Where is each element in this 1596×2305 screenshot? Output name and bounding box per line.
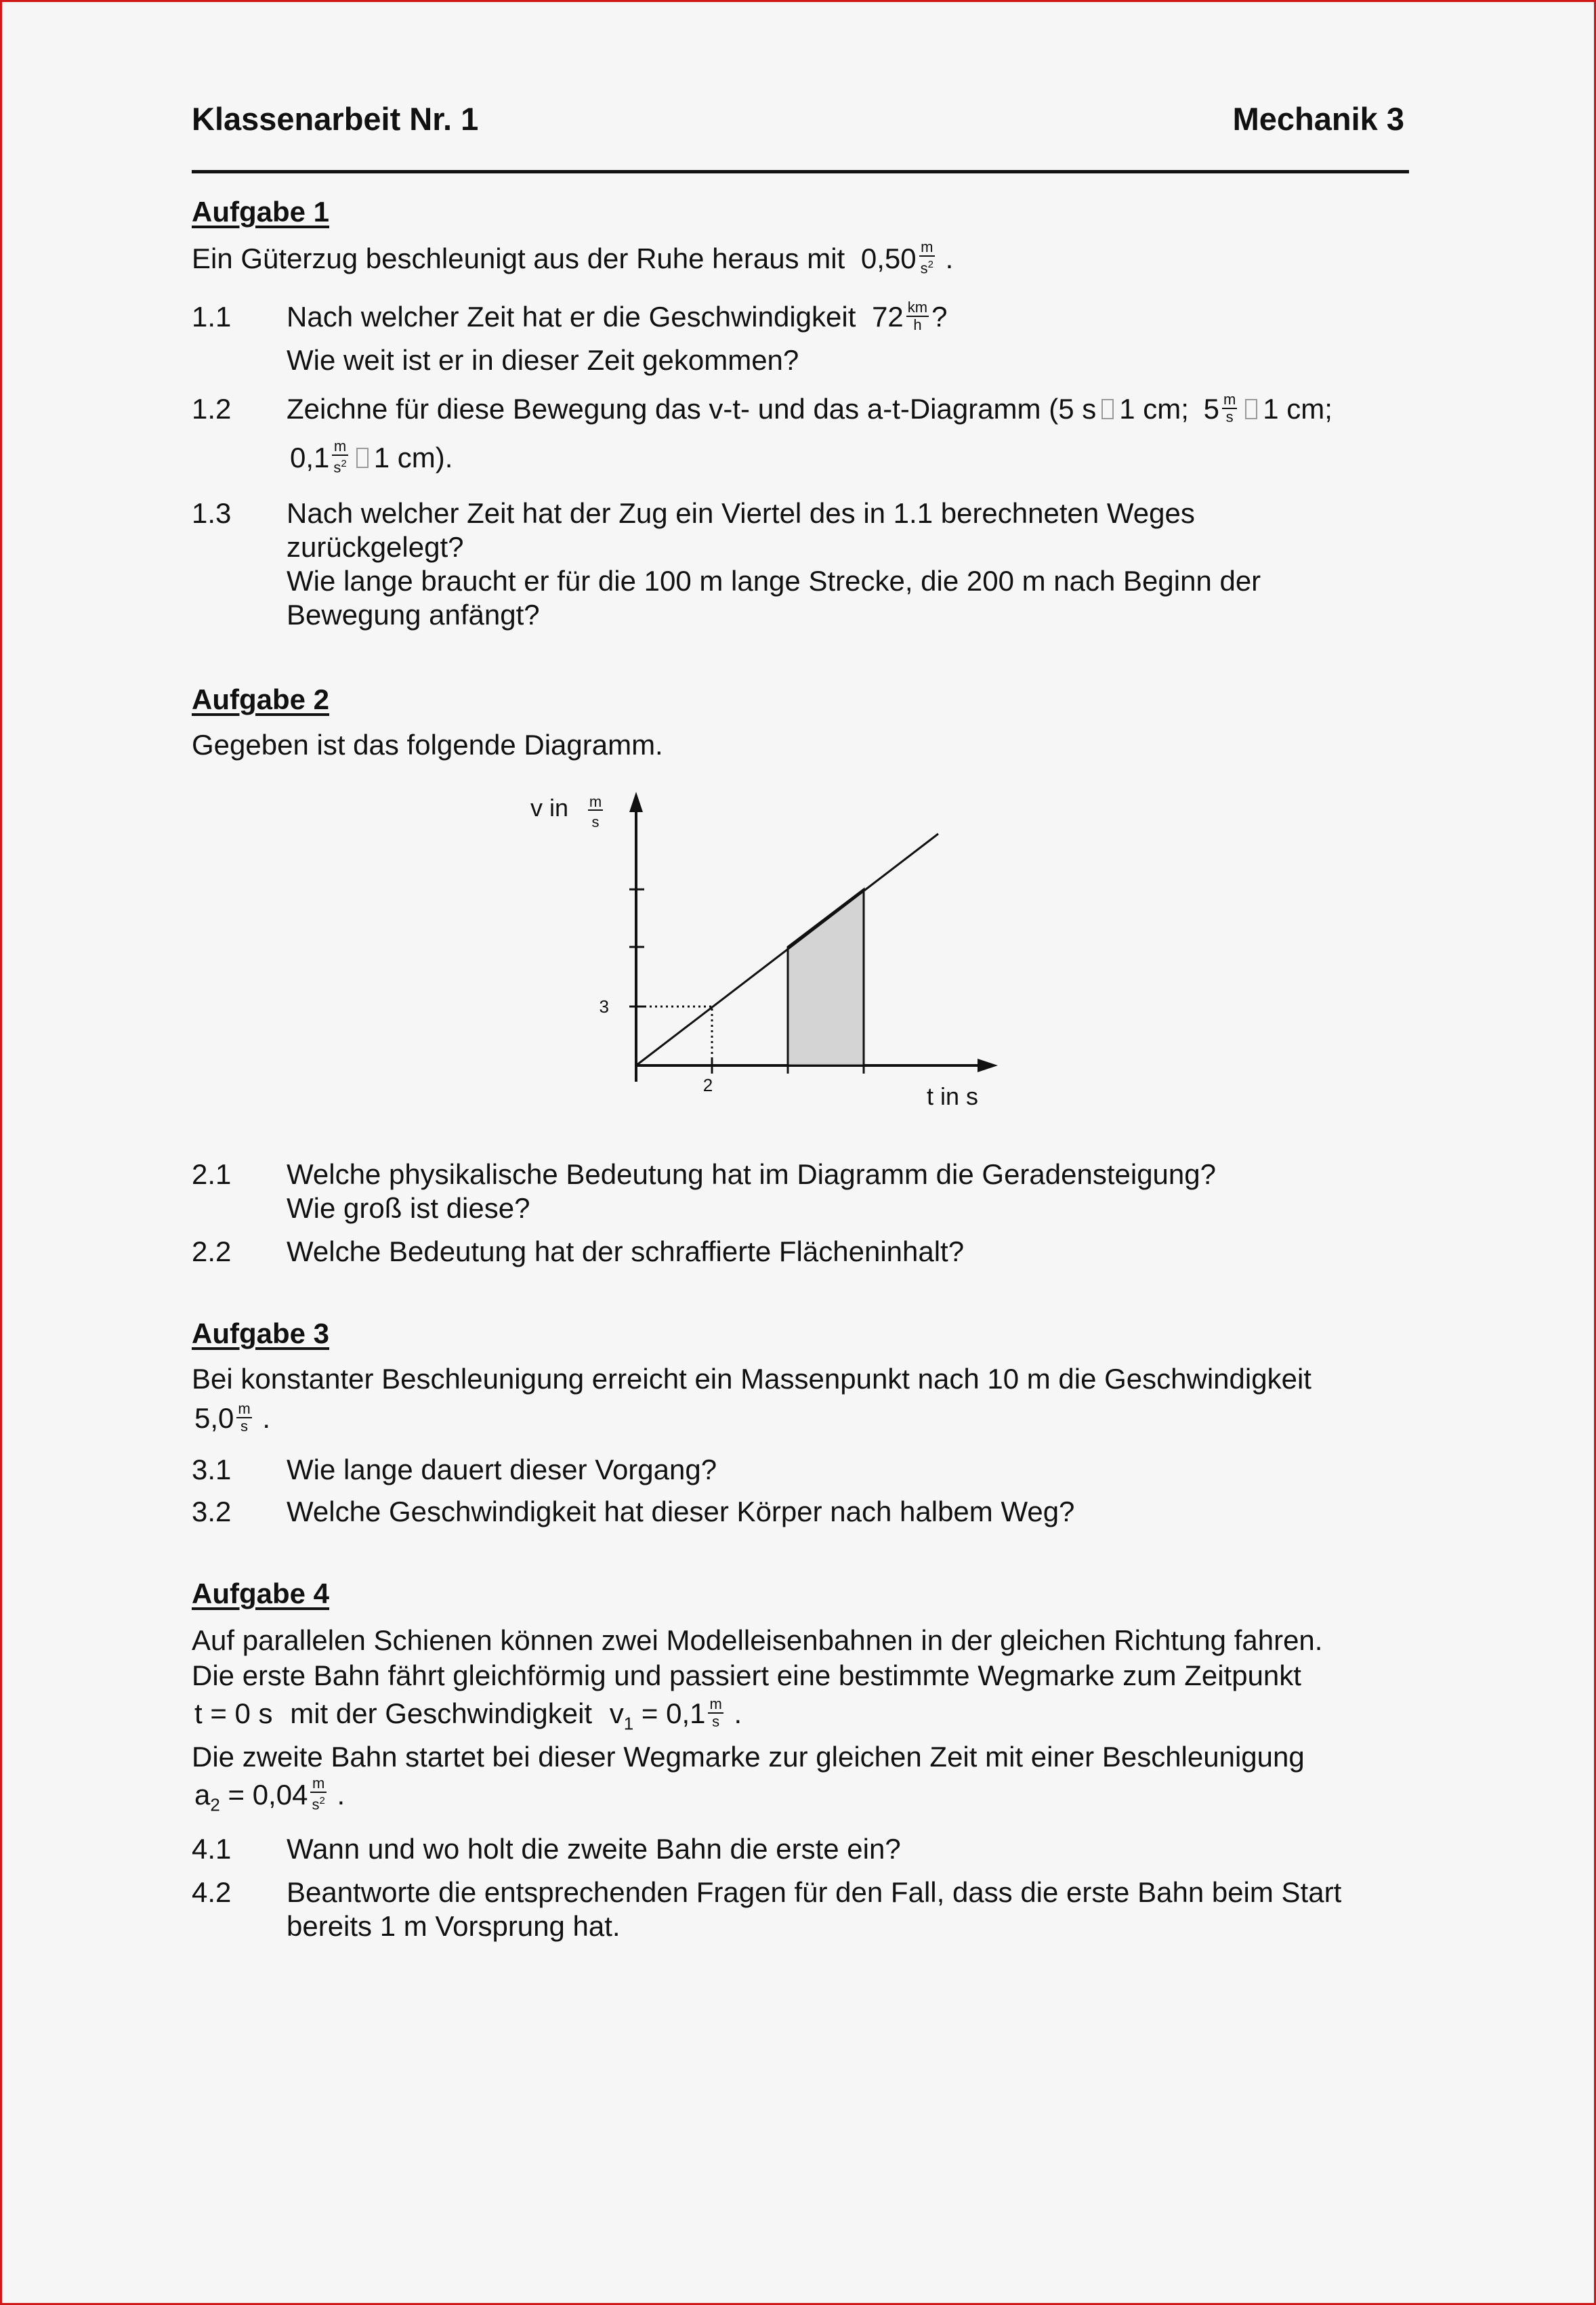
equivalence-symbol bbox=[356, 448, 369, 468]
x-tick-label: 2 bbox=[702, 1075, 713, 1095]
y-tick-label: 3 bbox=[599, 996, 609, 1017]
aufgabe1-heading: Aufgabe 1 bbox=[192, 196, 330, 228]
item-1-2-line2: 0,1 $\frac{m}{s^2}$ 1 cm). bbox=[290, 438, 453, 476]
item-number: 3.2 bbox=[192, 1496, 232, 1527]
aufgabe2-intro: Gegeben ist das folgende Diagramm. bbox=[192, 729, 663, 761]
item-2-2-line: Welche Bedeutung hat der schraffierte Flächeninhalt? bbox=[287, 1235, 965, 1267]
aufgabe4-heading: Aufgabe 4 bbox=[192, 1578, 330, 1609]
aufgabe3-intro: Bei konstanter Beschleunigung erreicht ein Massenpunkt nach 10 m die Geschwindigkeit bbox=[192, 1363, 1311, 1395]
item-1-3-line: Bewegung anfängt? bbox=[287, 599, 540, 631]
item-1-1-line2: Wie weit ist er in dieser Zeit gekommen? bbox=[287, 344, 799, 376]
item-2-1-line: Welche physikalische Bedeutung hat im Diagramm die Geradensteigung? bbox=[287, 1158, 1216, 1190]
aufgabe4-a2-line: $a_2 = 0,04$ $\frac{m}{s^2}$ . bbox=[194, 1775, 345, 1815]
item-1-3-line: Wie lange braucht er für die 100 m lange Strecke, die 200 m nach Beginn der bbox=[287, 565, 1261, 597]
item-4-2-line: bereits 1 m Vorsprung hat. bbox=[287, 1910, 621, 1942]
aufgabe4-v1-line: t = 0 s mit der Geschwindigkeit $v_1 = 0,1$ $\frac{m}{s}$ . bbox=[194, 1695, 742, 1734]
item-1-3-line: Nach welcher Zeit hat der Zug ein Viertel des in 1.1 berechneten Weges bbox=[287, 497, 1195, 529]
item-number: 4.2 bbox=[192, 1876, 232, 1908]
aufgabe3-heading: Aufgabe 3 bbox=[192, 1317, 330, 1349]
header-rule bbox=[192, 170, 1409, 173]
item-number: 1.1 bbox=[192, 301, 232, 333]
aufgabe4-line: Die zweite Bahn startet bei dieser Wegmarke zur gleichen Zeit mit einer Beschleunigung bbox=[192, 1741, 1305, 1773]
aufgabe3-value: 5,0 $\frac{m}{s}$ . bbox=[194, 1399, 271, 1435]
header-title: Klassenarbeit Nr. 1 bbox=[192, 101, 479, 137]
item-4-1: Wann und wo holt die zweite Bahn die erste ein? bbox=[287, 1833, 901, 1865]
equivalence-symbol bbox=[1245, 399, 1257, 419]
item-3-2: Welche Geschwindigkeit hat dieser Körper nach halbem Weg? bbox=[287, 1496, 1075, 1527]
item-number: 1.2 bbox=[192, 393, 232, 425]
svg-text:s: s bbox=[591, 813, 600, 830]
vt-diagram bbox=[530, 781, 1018, 1120]
item-1-1-line1: Nach welcher Zeit hat er die Geschwindigkeit 72 $\frac{km}{h}$ ? bbox=[287, 298, 948, 333]
unit-m-per-s2: $\frac{m}{s^2}$ bbox=[920, 238, 933, 277]
item-number: 2.1 bbox=[192, 1158, 232, 1190]
item-1-3-line: zurückgelegt? bbox=[287, 531, 464, 563]
item-number: 3.1 bbox=[192, 1454, 232, 1485]
unit-km-per-h: $\frac{km}{h}$ bbox=[907, 298, 928, 333]
item-2-1-line: Wie groß ist diese? bbox=[287, 1192, 530, 1224]
aufgabe4-line: Die erste Bahn fährt gleichförmig und passiert eine bestimmte Wegmarke zum Zeitpunkt bbox=[192, 1659, 1301, 1691]
aufgabe2-heading: Aufgabe 2 bbox=[192, 683, 330, 715]
item-number: 1.3 bbox=[192, 497, 232, 529]
item-4-2-line: Beantworte die entsprechenden Fragen für den Fall, dass die erste Bahn beim Start bbox=[287, 1876, 1342, 1908]
y-axis-label: v in bbox=[530, 794, 569, 822]
aufgabe4-line: Auf parallelen Schienen können zwei Modelleisenbahnen in der gleichen Richtung fahren. bbox=[192, 1624, 1323, 1656]
x-axis-arrow bbox=[978, 1059, 998, 1072]
item-number: 4.1 bbox=[192, 1833, 232, 1865]
y-axis-arrow bbox=[629, 792, 643, 812]
shaded-area bbox=[788, 889, 864, 1065]
item-1-2-line1: Zeichne für diese Bewegung das v-t- und das a-t-Diagramm (5 s 1 cm; 5 $\frac{m}{s}$ 1 cm; bbox=[287, 390, 1332, 425]
equivalence-symbol bbox=[1101, 399, 1114, 419]
aufgabe1-intro: Ein Güterzug beschleunigt aus der Ruhe heraus mit 0,50 $\frac{m}{s^2}$ . bbox=[192, 238, 954, 277]
item-number: 2.2 bbox=[192, 1235, 232, 1267]
item-3-1: Wie lange dauert dieser Vorgang? bbox=[287, 1454, 717, 1485]
svg-text:m: m bbox=[589, 793, 602, 810]
x-axis-label: t in s bbox=[927, 1082, 979, 1110]
header-subject: Mechanik 3 bbox=[1232, 101, 1404, 137]
